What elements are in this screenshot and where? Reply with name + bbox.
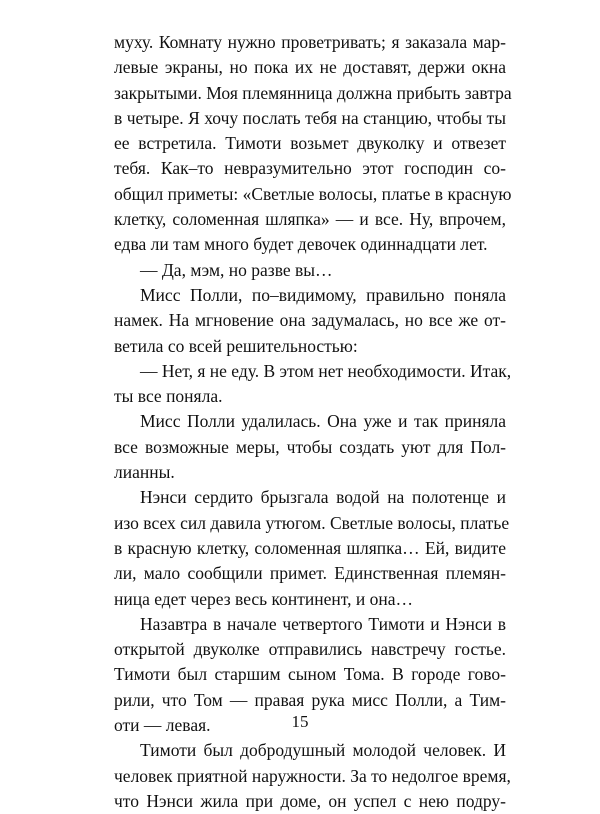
text-line: ли, мало сообщили примет. Единственная племян-: [114, 563, 506, 584]
text-line: в четыре. Я хочу послать тебя на станцию, чтобы ты: [114, 107, 506, 128]
text-line: общил приметы: «Светлые волосы, платье в красную: [114, 183, 512, 204]
text-line: ее встретила. Тимоти возьмет двуколку и отвезет: [114, 133, 506, 154]
body-text: [114, 30, 512, 814]
text-line: все возможные меры, чтобы создать уют для Пол-: [114, 436, 506, 457]
paragraph: [114, 283, 506, 359]
text-line: муху. Комнату нужно проветривать; я заказала мар-: [114, 32, 506, 52]
paragraph: [114, 409, 506, 485]
text-line: клетку, соломенная шляпка» — и все. Ну, впрочем,: [114, 209, 506, 230]
paragraph: [114, 359, 512, 410]
text-line: что Нэнси жила при доме, он успел с нею подру-: [114, 790, 506, 811]
text-line: изо всех сил давила утюгом. Светлые волосы, платье: [114, 512, 510, 533]
text-line: тебя. Как–то невразумительно этот господин со-: [114, 158, 506, 179]
text-line: Назавтра в начале четвертого Тимоти и Нэнси в: [140, 613, 506, 634]
text-line: — Нет, я не еду. В этом нет необходимости. Итак,: [140, 360, 512, 381]
paragraph: [114, 258, 506, 283]
page-number: 15: [291, 712, 309, 731]
paragraph: [114, 485, 510, 611]
text-line: рили, что Том — правая рука мисс Полли, а Тим-: [114, 689, 506, 710]
text-line: едва ли там много будет девочек одиннадцати лет.: [114, 234, 488, 255]
text-line: в красную клетку, соломенная шляпка… Ей, видите: [114, 537, 506, 558]
text-line: намек. На мгновение она задумалась, но все же от-: [114, 310, 506, 331]
text-line: открытой двуколке отправились навстречу гостье.: [114, 639, 506, 660]
text-line: ветила со всей решительностью:: [114, 335, 358, 356]
text-line: человек приятной наружности. За то недолгое время,: [114, 765, 511, 786]
text-line: Тимоти был добродушный молодой человек. И: [140, 740, 506, 761]
text-line: закрытыми. Моя племянница должна прибыть завтра: [114, 82, 512, 103]
text-line: ница едет через весь континент, и она…: [114, 588, 413, 609]
paragraph: [114, 30, 512, 258]
text-line: лианны.: [114, 462, 175, 483]
text-line: Мисс Полли удалилась. Она уже и так приняла: [140, 411, 506, 432]
text-line: оти — левая.: [114, 715, 211, 736]
text-line: ты все поняла.: [114, 386, 223, 407]
text-line: Тимоти был старшим сыном Тома. В городе гово-: [114, 664, 506, 685]
text-line: Мисс Полли, по–видимому, правильно поняла: [140, 284, 506, 305]
text-line: левые экраны, но пока их не доставят, держи окна: [114, 57, 506, 78]
text-line: Нэнси сердито брызгала водой на полотенце и: [140, 487, 506, 508]
text-line: — Да, мэм, но разве вы…: [140, 259, 333, 280]
